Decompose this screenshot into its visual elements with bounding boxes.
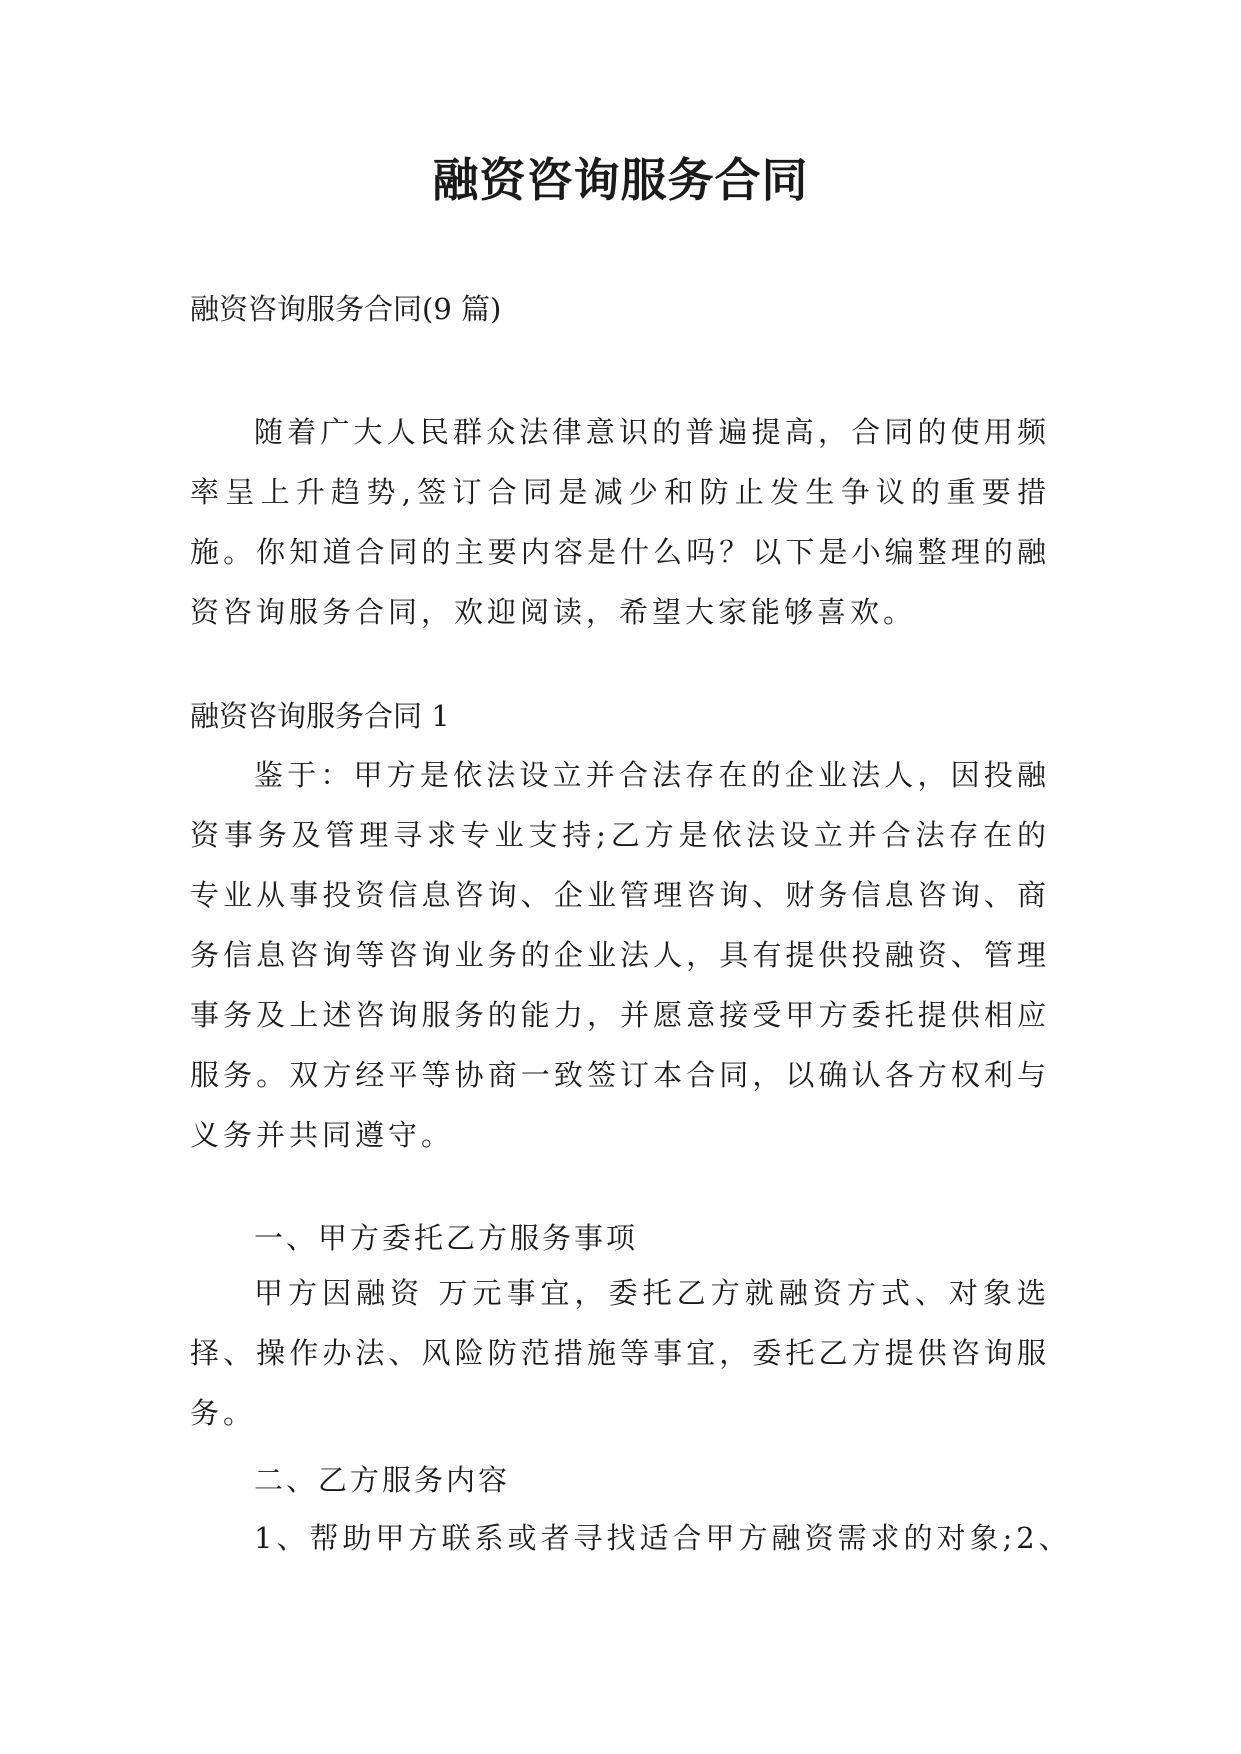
clause-body-2: 1、帮助甲方联系或者寻找适合甲方融资需求的对象;2、 xyxy=(254,1521,1072,1555)
clause-heading-1: 一、甲方委托乙方服务事项 xyxy=(254,1221,639,1255)
section-heading: 融资咨询服务合同 1 xyxy=(190,699,450,733)
intro-paragraph: 随着广大人民群众法律意识的普遍提高，合同的使用频率呈上升趋势,签订合同是减少和防止发生争议的重要措施。你知道合同的主要内容是什么吗？以下是小编整理的融资咨询服务合同，欢迎阅读，希望大家能够喜欢。 xyxy=(190,415,1050,629)
preamble-paragraph: 鉴于：甲方是依法设立并合法存在的企业法人，因投融资事务及管理寻求专业支持;乙方是依法设立并合法存在的专业从事投资信息咨询、企业管理咨询、财务信息咨询、商务信息咨询等咨询业务的企业法人，具有提供投融资、管理事务及上述咨询服务的能力，并愿意接受甲方委托提供相应服务。双方经平等协商一致签订本合同，以确认各方权利与义务并共同遵守。 xyxy=(190,758,1050,1152)
document-subtitle: 融资咨询服务合同(9 篇) xyxy=(190,292,502,326)
clause-heading-2: 二、乙方服务内容 xyxy=(254,1463,511,1497)
document-title: 融资咨询服务合同 xyxy=(432,153,809,207)
clause-body-1: 甲方因融资 万元事宜，委托乙方就融资方式、对象选择、操作办法、风险防范措施等事宜，委托乙方提供咨询服务。 xyxy=(190,1276,1050,1430)
